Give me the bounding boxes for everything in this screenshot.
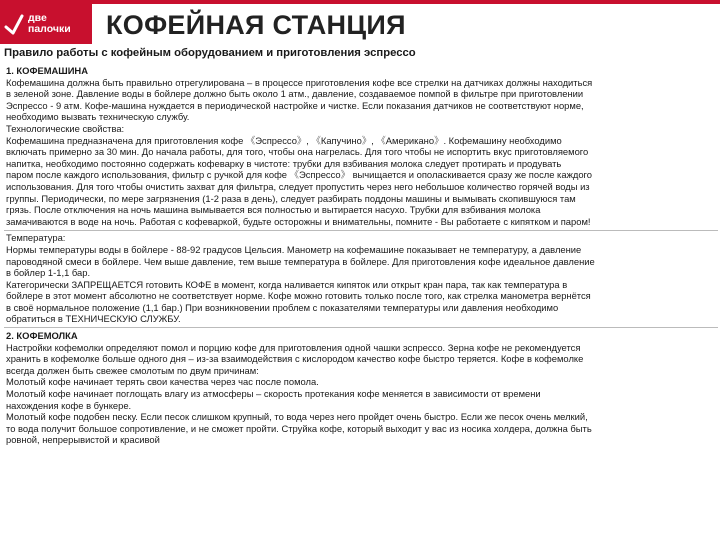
document-body [4, 64, 718, 448]
section-3 [4, 329, 718, 448]
brand-name [28, 13, 71, 35]
section-1 [4, 64, 718, 229]
paragraph-line: необходимо вызвать техническую службу. [6, 111, 190, 123]
paragraph-line: включать примерно за 30 мин. До начала работы, для того, чтобы она нагрелась. Для того чтобы не испортить вкус приготовляемого [6, 146, 589, 158]
brand-name-line2: палочки [28, 23, 71, 35]
header-accent-bar [0, 0, 720, 4]
section-heading: 1. КОФЕМАШИНА [6, 65, 88, 76]
paragraph-line: Настройки кофемолки определяют помол и порцию кофе для приготовления одной чашки эспрессо. Зерна кофе не рекомендуется [6, 341, 581, 353]
chopsticks-logo-icon [4, 13, 24, 35]
paragraph-line: всегда должен быть свежее смолотым по двум причинам: [6, 364, 259, 376]
section-heading: 2. КОФЕМОЛКА [6, 330, 78, 342]
paragraph-line: пароводяной смеси в бойлере. Чем выше давление, тем выше температура в бойлере. Для приготовления кофе идеальное давление [6, 255, 595, 267]
brand-name-line1: две [28, 12, 47, 24]
paragraph-line: то вода получит большое сопротивление, и не сможет пройти. Струйка кофе, который выходит у вас из носика холдера, должна быть [6, 422, 592, 434]
paragraph-line: Молотый кофе подобен песку. Если песок слишком крупный, то вода через него пройдет очень быстро. Если же песок очень мелкий, [6, 411, 588, 423]
paragraph-line: обратиться в ТЕХНИЧЕСКУЮ СЛУЖБУ. [6, 313, 181, 325]
section-2 [4, 230, 718, 328]
paragraph-line: группы. Периодически, по мере загрязнения (1-2 раза в день), следует разбирать поддоны машины и вымывать скопившуюся там [6, 192, 576, 204]
paragraph-line: замачиваются в воде на ночь. Работая с кофеваркой, будьте осторожны и внимательны, помните - Вы работаете с кипятком и паром! [6, 215, 591, 227]
paragraph-line: в зеленой зоне. Давление воды в бойлере должно быть около 1 атм., давление, создаваемое помпой в фильтре при приготовлении [6, 88, 584, 100]
paragraph-line: Нормы температуры воды в бойлере - 88-92 градусов Цельсия. Манометр на кофемашине показывает не температуру, а давление [6, 243, 582, 255]
paragraph-line: Кофемашина должна быть правильно отрегулирована – в процессе приготовления кофе все стрелки на датчиках должны находиться [6, 76, 593, 88]
page-subtitle: Правило работы с кофейным оборудованием и приготовления эспрессо [4, 47, 416, 59]
paragraph-line: в своё нормальное положение (1,1 бар.) При возникновении проблем с показателями температуры или давления необходимо [6, 301, 559, 313]
paragraph-line: Технологические свойства: [6, 122, 125, 134]
paragraph-line: Категорически ЗАПРЕЩАЕТСЯ готовить КОФЕ в момент, когда наливается кипяток или открыт кран пара, так как температура в [6, 278, 568, 290]
paragraph-line: Кофемашина предназначена для приготовления кофе 《Эспрессо》, 《Капучино》, 《Американо》. Кофемашину необходимо [6, 134, 562, 146]
paragraph-line: ровной, непрерывистой и красивой [6, 434, 160, 446]
header [0, 0, 720, 44]
paragraph-line: Температура: [6, 232, 66, 244]
paragraph-line: нахождения кофе в бункере. [6, 399, 132, 411]
paragraph-line: паром после каждого использования, фильтр с ручкой для кофе 《Эспрессо》 вычищается и ополаскивается сразу же после каждого [6, 169, 592, 181]
paragraph-line: бойлере в этот момент абсолютно не соответствует норме. Кофе можно готовить только после того, как стрелка манометра вернётся [6, 290, 591, 302]
page-title: КОФЕЙНАЯ СТАНЦИЯ [106, 10, 406, 40]
paragraph-line: хранить в кофемолке больше одного дня – из-за взаимодействия с кислородом качество кофе быстро теряется. Кофе в кофемолке [6, 353, 584, 365]
brand-logo [0, 4, 92, 44]
paragraph-line: Эспрессо - 9 атм. Кофе-машина нуждается в периодической настройке и чистке. Если показания датчиков не соответствуют норме, [6, 99, 584, 111]
paragraph-line: в бойлер 1-1,1 бар. [6, 267, 91, 279]
paragraph-line: грязь. После отключения на ночь машина вымывается вся полностью и вытирается насухо. Трубки для взбивания молока [6, 204, 541, 216]
paragraph-line: Молотый кофе начинает поглощать влагу из атмосферы – скорость протекания кофе меняется в зависимости от времени [6, 388, 541, 400]
paragraph-line: напитка, необходимо постоянно содержать кофеварку в чистоте: трубки для взбивания молока следует протирать и продувать [6, 157, 562, 169]
paragraph-line: использования. Для того чтобы очистить захват для фильтра, следует пропустить через него небольшое количество горячей воды из [6, 180, 590, 192]
paragraph-line: Молотый кофе начинает терять свои качества через час после помола. [6, 376, 319, 388]
